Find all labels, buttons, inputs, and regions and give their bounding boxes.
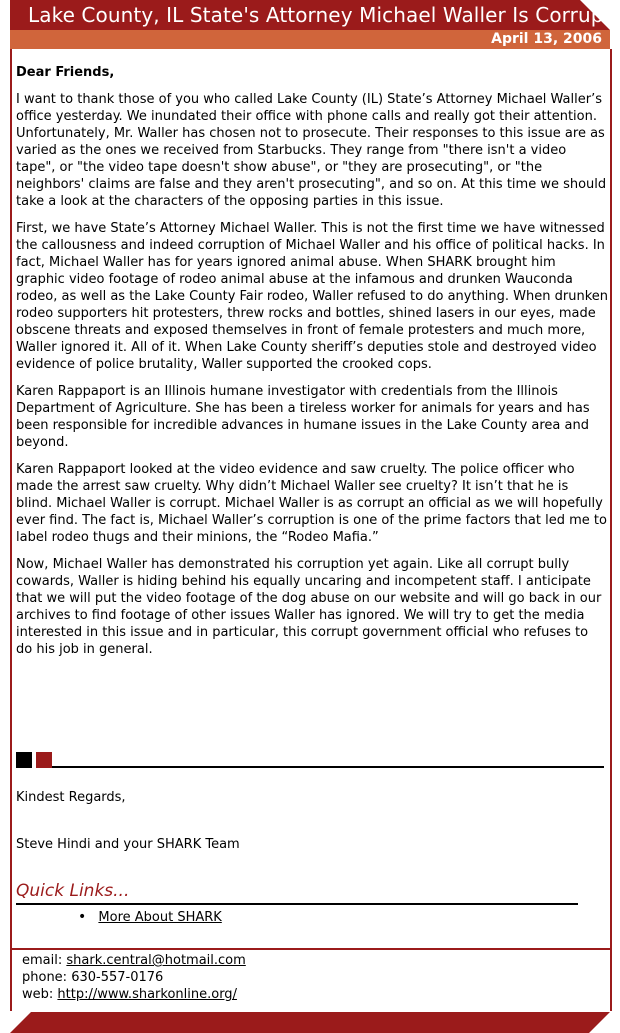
divider-red-square [36, 752, 52, 768]
more-about-shark-link[interactable]: More About SHARK [98, 910, 222, 925]
signature: Steve Hindi and your SHARK Team [16, 837, 240, 852]
email-link[interactable]: shark.central@hotmail.com [66, 953, 246, 968]
web-label: web: [22, 987, 58, 1002]
title-bar-corner [580, 0, 610, 30]
title-bar [10, 0, 610, 30]
footer-right-cut [589, 1012, 610, 1033]
quick-links-list [78, 909, 222, 925]
contact-separator [10, 948, 610, 950]
section-divider [16, 752, 604, 770]
phone-row [22, 969, 246, 986]
phone-label: phone: [22, 970, 72, 985]
contact-info [22, 952, 246, 1003]
quick-link-item [78, 909, 222, 925]
paragraph-2: First, we have State’s Attorney Michael Waller. This is not the first time we have witnessed the callousness and indeed corruption of Michael Waller and his office of political hacks. In fact, Michael Waller has for years ignored animal abuse. When SHARK brought him graphic video footage of rodeo animal abuse at the infamous and drunken Wauconda rodeo, as well as the Lake County Fair rodeo, Waller refused to do anything. When drunken rodeo supporters hit protesters, threw rocks and bottles, shined lasers in our eyes, made obscene threats and exposed themselves in front of female protesters and much more, Waller ignored it. All of it. When Lake County sheriff’s deputies stole and destroyed video evidence of police brutality, Waller supported the crooked cops. [16, 221, 609, 372]
quick-links-heading: Quick Links... [16, 881, 578, 905]
footer-left-cut [10, 1012, 31, 1033]
phone-number: 630-557-0176 [71, 970, 164, 985]
date-bar [10, 30, 610, 49]
paragraph-5: Now, Michael Waller has demonstrated his corruption yet again. Like all corrupt bully cowards, Waller is hiding behind his equally uncaring and incompetent staff. I anticipate that we will put the video footage of the dog abuse on our website and will go back in our archives to find footage of other issues Waller has ignored. We will try to get the media interested in this issue and in particular, this corrupt government official who refuses to do his job in general. [16, 557, 602, 657]
divider-line [52, 766, 604, 768]
footer-bar [10, 1012, 610, 1033]
paragraph-1: I want to thank those of you who called Lake County (IL) State’s Attorney Michael Waller’s office yesterday. We inundated their office with phone calls and really got their attention. Unfortunately, Mr. Waller has chosen not to prosecute. Their responses to this issue are as varied as the ones we received from Starbucks. They range from "there isn't a video tape", or "the video tape doesn't show abuse", or "they are prosecuting", or "the neighbors' claims are false and they aren't prosecuting", and so on. At this time we should take a look at the characters of the opposing parties in this issue. [16, 92, 607, 209]
page-title: Lake County, IL State's Attorney Michael Waller Is Corrupt [28, 3, 612, 27]
web-row [22, 986, 246, 1003]
letter-body [16, 64, 608, 668]
paragraph-4: Karen Rappaport looked at the video evidence and saw cruelty. The police officer who made the arrest saw cruelty. Why didn’t Michael Waller see cruelty? It isn’t that he is blind. Michael Waller is corrupt. Michael Waller is as corrupt an official as we will hopefully ever find. The fact is, Michael Waller’s corruption is one of the prime factors that led me to label rodeo thugs and their minions, the “Rodeo Mafia.” [16, 462, 607, 545]
paragraph-3: Karen Rappaport is an Illinois humane investigator with credentials from the Illinois Department of Agriculture. She has been a tireless worker for animals for years and has been responsible for incredible advances in humane issues in the Lake County area and beyond. [16, 384, 590, 450]
email-label: email: [22, 953, 67, 968]
greeting: Dear Friends, [16, 65, 115, 80]
newsletter-date: April 13, 2006 [491, 31, 602, 47]
website-link[interactable]: http://www.sharkonline.org/ [57, 987, 237, 1002]
closing: Kindest Regards, [16, 790, 126, 805]
divider-black-square [16, 752, 32, 768]
email-row [22, 952, 246, 969]
